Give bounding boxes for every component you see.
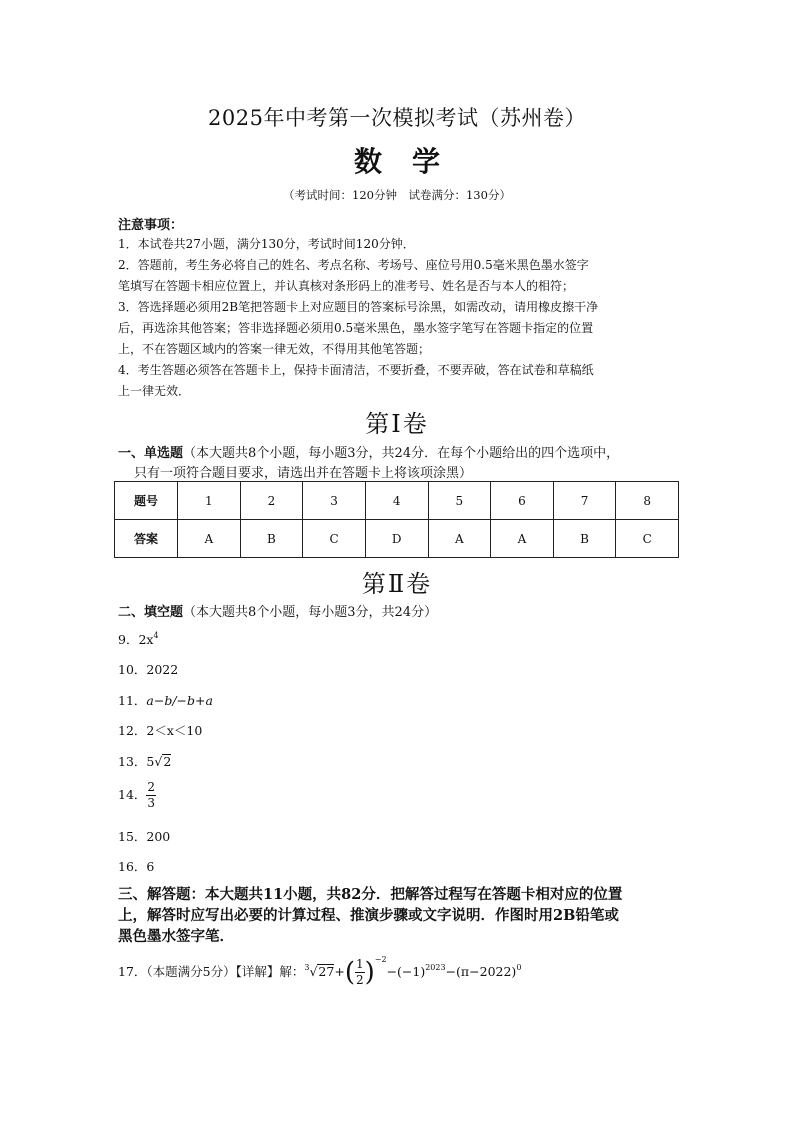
question-17 xyxy=(118,955,521,988)
exponent: 2023 xyxy=(425,963,446,972)
fraction-denominator: 3 xyxy=(147,796,156,810)
answer-text: 2＜x＜10 xyxy=(146,723,203,738)
table-cell: B xyxy=(553,520,616,558)
table-cell: B xyxy=(240,520,303,558)
answer-text: 6 xyxy=(146,859,155,874)
term: −(π−2022) xyxy=(445,964,517,979)
question-number: 9． xyxy=(118,632,139,647)
radicand: 27 xyxy=(318,964,335,979)
table-cell: 1 xyxy=(178,482,241,520)
question-number: 16． xyxy=(118,859,147,874)
answer-fraction xyxy=(146,780,156,811)
row-label: 题号 xyxy=(115,482,178,520)
part3-heading-line3: 黑色墨水签字笔． xyxy=(118,928,234,945)
note-line: 笔填写在答题卡相应位置上，并认真核对条形码上的准考号、姓名是否与本人的相符； xyxy=(118,279,575,293)
exponent: 0 xyxy=(516,963,522,972)
question-number: 10． xyxy=(118,662,147,677)
row-label: 答案 xyxy=(115,520,178,558)
fill-answer-15 xyxy=(118,827,170,845)
table-cell: A xyxy=(428,520,491,558)
fill-answer-11 xyxy=(118,691,213,709)
table-row xyxy=(115,482,679,520)
volume1-heading: 第Ⅰ卷 xyxy=(365,410,429,438)
table-cell: 3 xyxy=(303,482,366,520)
fraction-numerator: 1 xyxy=(355,957,364,971)
answer-text: a−b/−b+a xyxy=(146,693,213,708)
note-line: 3．答选择题必须用2B笔把答题卡上对应题目的答案标号涂黑，如需改动，请用橡皮擦干净 xyxy=(118,300,599,314)
exam-title: 2025年中考第一次模拟考试（苏州卷） xyxy=(208,106,586,130)
table-cell: C xyxy=(303,520,366,558)
table-cell: A xyxy=(491,520,554,558)
table-cell: A xyxy=(178,520,241,558)
part1-desc: （本大题共8个小题，每小题3分，共24分．在每个小题给出的四个选项中， xyxy=(183,446,620,461)
subject-heading: 数学 xyxy=(353,145,470,178)
note-line: 2．答题前，考生务必将自己的姓名、考点名称、考场号、座位号用0.5毫米黑色墨水签字 xyxy=(118,258,589,272)
answer-exponent: 4 xyxy=(153,631,159,640)
note-line: 上一律无效． xyxy=(118,384,191,398)
table-cell: C xyxy=(616,520,679,558)
table-cell: 5 xyxy=(428,482,491,520)
answer-text: 2x xyxy=(138,632,154,647)
paren-close: ) xyxy=(364,957,375,988)
part1-heading xyxy=(118,442,619,461)
notes-title: 注意事项： xyxy=(118,218,184,233)
root-index: 3 xyxy=(304,963,310,972)
table-cell: 7 xyxy=(553,482,616,520)
fill-answer-12 xyxy=(118,721,202,739)
fraction-denominator: 2 xyxy=(355,973,364,987)
fill-answer-10 xyxy=(118,660,178,678)
sqrt-sign: √ xyxy=(309,964,318,979)
table-cell: 8 xyxy=(616,482,679,520)
answer-table xyxy=(114,481,679,558)
fill-answer-14 xyxy=(118,780,156,811)
paren-open: ( xyxy=(344,957,355,988)
part3-heading-line2: 上，解答时应写出必要的计算过程、推演步骤或文字说明．作图时用2B铅笔或 xyxy=(118,907,619,924)
part2-label: 二、填空题 xyxy=(118,605,184,620)
sqrt-sign: √ xyxy=(154,754,163,769)
table-cell: D xyxy=(365,520,428,558)
answer-text: 200 xyxy=(146,829,171,844)
part1-label: 一、单选题 xyxy=(118,446,184,461)
part2-desc: （本大题共8个小题，每小题3分，共24分） xyxy=(183,605,438,620)
fraction-numerator: 2 xyxy=(147,780,156,794)
volume2-heading: 第Ⅱ卷 xyxy=(361,570,433,598)
answer-radicand: 2 xyxy=(163,754,172,769)
question-number: 14． xyxy=(118,787,147,802)
table-cell: 2 xyxy=(240,482,303,520)
note-line: 后，再选涂其他答案；答非选择题必须用0.5毫米黑色，墨水签字笔写在答题卡指定的位置 xyxy=(118,321,594,335)
fill-answer-9 xyxy=(118,630,159,648)
part1-desc-line2: 只有一项符合题目要求，请选出并在答题卡上将该项涂黑） xyxy=(134,466,473,481)
part3-heading-line1: 三、解答题：本大题共11小题，共82分．把解答过程写在答题卡相对应的位置 xyxy=(118,886,623,903)
table-cell: 4 xyxy=(365,482,428,520)
table-row xyxy=(115,520,679,558)
question-number: 11． xyxy=(118,693,147,708)
fill-answer-13 xyxy=(118,752,171,770)
exponent: −2 xyxy=(374,955,387,964)
fraction xyxy=(355,957,365,988)
answer-text: 2022 xyxy=(146,662,179,677)
note-line: 上，不在答题区域内的答案一律无效，不得用其他笔答题； xyxy=(118,342,431,356)
note-line: 1．本试卷共27小题，满分130分，考试时间120分钟． xyxy=(118,237,415,251)
question-number: 13． xyxy=(118,754,147,769)
question-number: 12． xyxy=(118,723,147,738)
term: −(−1) xyxy=(386,964,426,979)
exam-info: （考试时间：120分钟 试卷满分：130分） xyxy=(283,188,511,202)
part2-heading xyxy=(118,601,437,620)
question-number: 15． xyxy=(118,829,147,844)
table-cell: 6 xyxy=(491,482,554,520)
question-17-prefix: 17．（本题满分5分）【详解】解： xyxy=(118,964,305,979)
plus-sign: + xyxy=(334,964,345,979)
fill-answer-16 xyxy=(118,857,154,875)
answer-coefficient: 5 xyxy=(146,754,155,769)
note-line: 4．考生答题必须答在答题卡上，保持卡面清洁，不要折叠，不要弄破，答在试卷和草稿纸 xyxy=(118,363,594,377)
